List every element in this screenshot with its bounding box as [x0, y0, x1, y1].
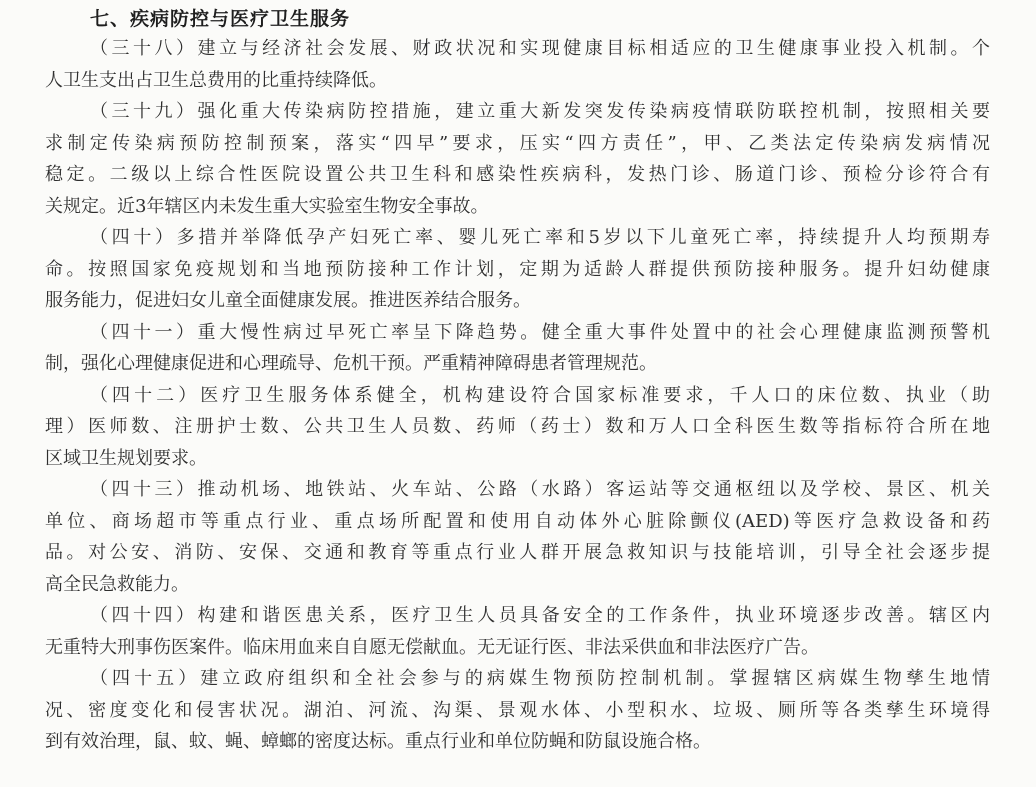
paragraph-line: 关规定。近3年辖区内未发生重大实验室生物安全事故。 [45, 195, 489, 217]
paragraph-line: （四十二）医疗卫生服务体系健全，机构建设符合国家标准要求，千人口的床位数、执业（助 [90, 384, 990, 406]
paragraph-line: （四十五）建立政府组织和全社会参与的病媒生物预防控制机制。掌握辖区病媒生物孳生地情 [90, 668, 990, 689]
paragraph-line: （四十四）构建和谐医患关系，医疗卫生人员具备安全的工作条件，执业环境逐步改善。辖区内 [90, 605, 990, 626]
paragraph-line: 命。按照国家免疫规划和当地预防接种工作计划，定期为适龄人群提供预防接种服务。提升妇幼健康 [45, 258, 990, 280]
paragraph-line: 理）医师数、注册护士数、公共卫生人员数、药师（药士）数和万人口全科医生数等指标符合所在地 [45, 416, 990, 437]
paragraph-line: 品。对公安、消防、安保、交通和教育等重点行业人群开展急救知识与技能培训，引导全社会逐步提 [45, 542, 990, 563]
paragraph-line: 况、密度变化和侵害状况。湖泊、河流、沟渠、景观水体、小型积水、垃圾、厕所等各类孳生环境得 [45, 699, 990, 721]
paragraph-line: 到有效治理，鼠、蚊、蝇、蟑螂的密度达标。重点行业和单位防蝇和防鼠设施合格。 [45, 731, 711, 752]
paragraph-line: 服务能力，促进妇女儿童全面健康发展。推进医养结合服务。 [45, 290, 531, 311]
paragraph-line: 单位、商场超市等重点行业、重点场所配置和使用自动体外心脏除颤仪(AED)等医疗急救设备和药 [45, 510, 990, 532]
paragraph-line: （四十一）重大慢性病过早死亡率呈下降趋势。健全重大事件处置中的社会心理健康监测预警机 [90, 321, 990, 343]
paragraph-line: （四十）多措并举降低孕产妇死亡率、婴儿死亡率和5岁以下儿童死亡率，持续提升人均预期寿 [90, 227, 990, 248]
paragraph-line: 制，强化心理健康促进和心理疏导、危机干预。严重精神障碍患者管理规范。 [45, 353, 657, 374]
paragraph-line: 无重特大刑事伤医案件。临床用血来自自愿无偿献血。无无证行医、非法采供血和非法医疗广告。 [45, 636, 819, 658]
paragraph-line: 人卫生支出占卫生总费用的比重持续降低。 [45, 69, 387, 91]
paragraph-line: （三十九）强化重大传染病防控措施，建立重大新发突发传染病疫情联防联控机制，按照相关要 [90, 101, 990, 122]
paragraph-line: 区域卫生规划要求。 [45, 447, 207, 469]
paragraph-line: 求制定传染病预防控制预案，落实“四早”要求，压实“四方责任”，甲、乙类法定传染病发病情况 [45, 132, 990, 154]
section-heading: 七、疾病防控与医疗卫生服务 [90, 8, 351, 30]
paragraph-line: （三十八）建立与经济社会发展、财政状况和实现健康目标相适应的卫生健康事业投入机制。个 [90, 38, 990, 59]
paragraph-line: 稳定。二级以上综合性医院设置公共卫生科和感染性疾病科，发热门诊、肠道门诊、预检分诊符合有 [45, 164, 990, 185]
paragraph-line: 高全民急救能力。 [45, 573, 189, 595]
paragraph-line: （四十三）推动机场、地铁站、火车站、公路（水路）客运站等交通枢纽以及学校、景区、机关 [90, 479, 990, 500]
